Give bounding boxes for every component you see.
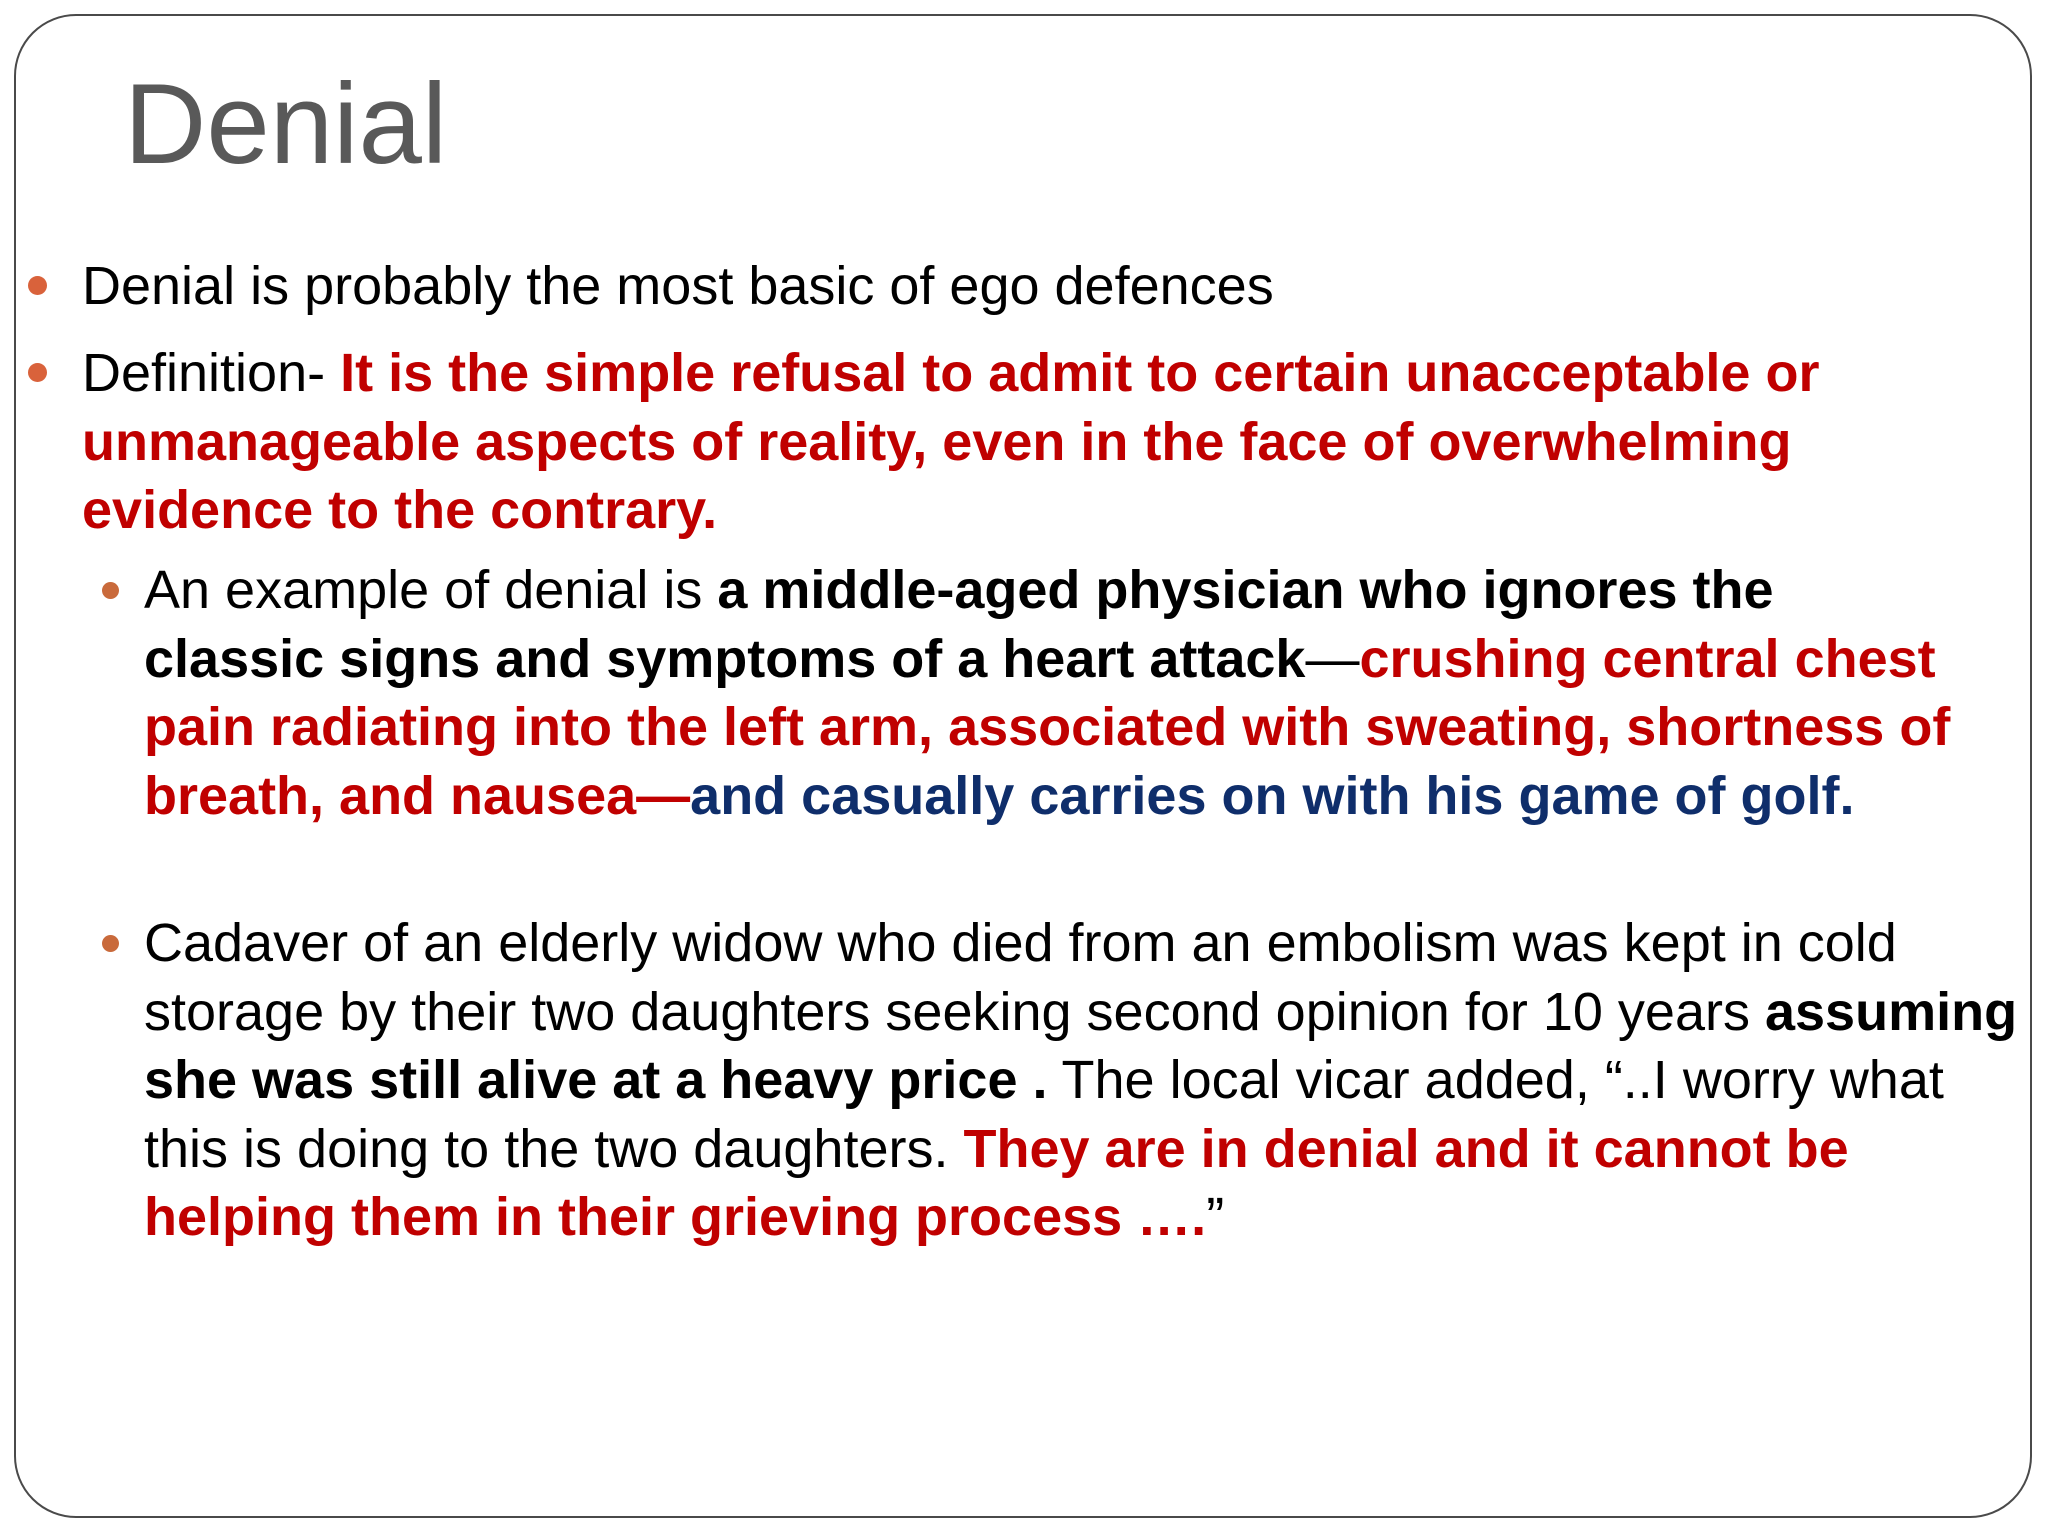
bullet-3-run-1: An example of denial is <box>144 560 718 620</box>
bullet-3-run-2: a middle-aged physician who ignores the classic signs and symptoms of a heart attack <box>144 560 1774 689</box>
bullet-item-3 <box>144 556 1964 830</box>
bullet-4-run-4: They are in denial and it cannot be helping them in their grieving process …. <box>144 1118 1849 1247</box>
bullet-dot-icon <box>28 276 47 295</box>
bullet-item-4 <box>144 909 2034 1252</box>
bullet-2-run-definition: It is the simple refusal to admit to certain unacceptable or unmanageable aspects of reality, even in the face of overwhelming evidence to the contrary. <box>82 343 1820 540</box>
bullet-4-run-5: ” <box>1206 1187 1225 1247</box>
bullet-3-run-5: and casually carries on with his game of golf. <box>690 765 1855 826</box>
sub-bullet-dot-icon <box>102 935 119 952</box>
sub-bullet-dot-icon <box>102 582 119 599</box>
bullet-dot-icon <box>28 363 47 382</box>
bullet-4-run-3: The local vicar added, “..I worry what this is doing to the two daughters. <box>144 1050 1944 1179</box>
bullet-4-run-2: assuming she was still alive at a heavy price . <box>144 981 2018 1110</box>
slide-title: Denial <box>124 61 448 188</box>
bullet-item-1 <box>82 252 1982 321</box>
bullet-item-2 <box>82 339 1972 545</box>
bullet-3-run-4: crushing central chest pain radiating into the left arm, associated with sweating, shortness of breath, and nausea— <box>144 628 1951 826</box>
bullet-3-run-3: — <box>1305 628 1360 689</box>
bullet-4-run-1: Cadaver of an elderly widow who died from an embolism was kept in cold storage by their two daughters seeking second opinion for 10 years <box>144 913 1897 1042</box>
bullet-2-run-plain: Definition- <box>82 343 341 403</box>
bullet-1-text: Denial is probably the most basic of ego defences <box>82 256 1274 316</box>
